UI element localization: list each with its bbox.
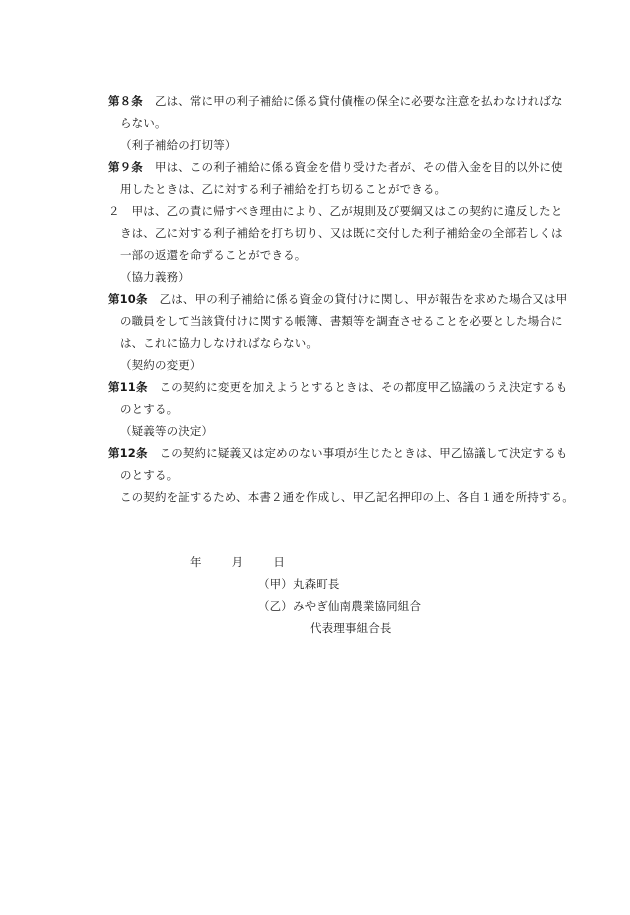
article-10-line-3: は、これに協力しなければならない。: [120, 336, 319, 350]
article-8-line-2: らない。: [120, 116, 167, 130]
article-9-text: 甲は、この利子補給に係る資金を借り受けた者が、その借入金を目的以外に使: [154, 160, 563, 174]
party-a: （甲）丸森町長: [258, 577, 340, 591]
article-8-line-1: [108, 94, 563, 108]
article-10-line-1: [108, 292, 567, 306]
article-9-number: 第９条: [108, 160, 143, 174]
article-11-line-2: のとする。: [120, 402, 179, 416]
closing-statement: この契約を証するため、本書２通を作成し、甲乙記名押印の上、各自１通を所持する。: [120, 490, 574, 504]
article-12-heading: （疑義等の決定）: [120, 424, 214, 438]
article-10-heading: （協力義務）: [120, 270, 190, 284]
article-9-line-1: [108, 160, 563, 174]
date-day: 日: [273, 555, 285, 569]
date-year: 年: [190, 555, 202, 569]
party-b-title: 代表理事組合長: [310, 621, 392, 635]
article-9-para-2-number: ２: [108, 204, 120, 218]
article-8-number: 第８条: [108, 94, 143, 108]
article-8-text: 乙は、常に甲の利子補給に係る貸付債権の保全に必要な注意を払わなければな: [154, 94, 563, 108]
signature-date: [190, 555, 285, 569]
article-12-line-2: のとする。: [120, 468, 179, 482]
party-b: （乙）みやぎ仙南農業協同組合: [258, 599, 422, 613]
article-9-para-2-line-3: 一部の返還を命ずることができる。: [120, 248, 307, 262]
article-9-para-2-text: 甲は、乙の責に帰すべき理由により、乙が規則及び要綱又はこの契約に違反したと: [131, 204, 563, 218]
article-9-para-2-line-1: [108, 204, 562, 218]
article-11-heading: （契約の変更）: [120, 358, 202, 372]
article-9-line-2: 用したときは、乙に対する利子補給を打ち切ることができる。: [120, 182, 447, 196]
date-month: 月: [231, 555, 244, 569]
article-11-line-1: [108, 380, 567, 394]
article-12-number: 第12条: [108, 446, 148, 460]
article-10-text: 乙は、甲の利子補給に係る資金の貸付けに関し、甲が報告を求めた場合又は甲: [159, 292, 568, 306]
article-12-line-1: [108, 446, 567, 460]
article-11-number: 第11条: [108, 380, 148, 394]
article-9-para-2-line-2: きは、乙に対する利子補給を打ち切り、又は既に交付した利子補給金の全部若しくは: [120, 226, 563, 240]
article-11-text: この契約に変更を加えようとするときは、その都度甲乙協議のうえ決定するも: [159, 380, 568, 394]
article-10-line-2: の職員をして当該貸付けに関する帳簿、書類等を調査させることを必要とした場合に: [120, 314, 563, 328]
article-10-number: 第10条: [108, 292, 148, 306]
article-12-text: この契約に疑義又は定めのない事項が生じたときは、甲乙協議して決定するも: [159, 446, 568, 460]
article-9-heading: （利子補給の打切等）: [120, 138, 237, 152]
